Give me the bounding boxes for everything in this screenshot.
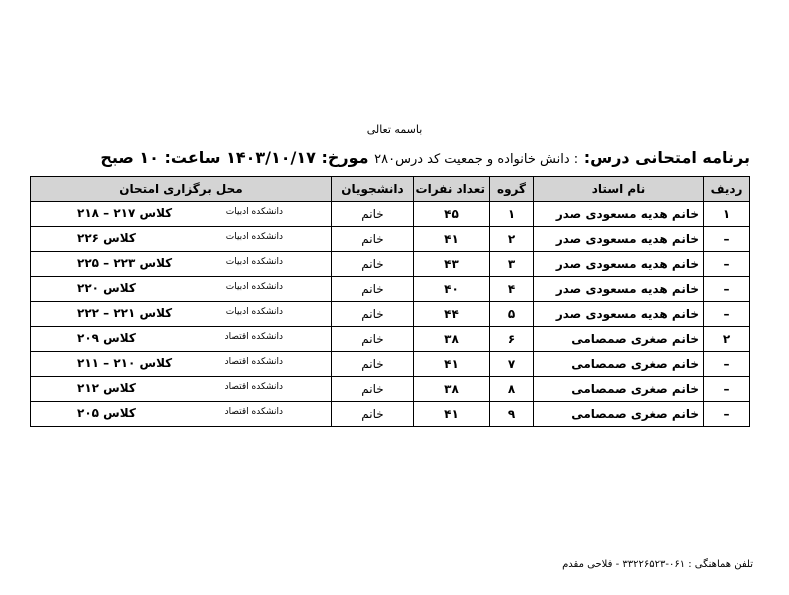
header-row-number: ردیف [704, 177, 750, 202]
cell-instructor: خانم صغری صمصامی [534, 352, 704, 377]
cell-group: ۵ [490, 302, 534, 327]
title-prefix: برنامه امتحانی درس: [578, 148, 750, 167]
cell-group: ۳ [490, 252, 534, 277]
cell-count: ۳۸ [414, 377, 490, 402]
header-count: تعداد نفرات [414, 177, 490, 202]
cell-group: ۸ [490, 377, 534, 402]
faculty-name: دانشکده ادبیات [225, 232, 283, 242]
exam-date-time: مورخ: ۱۴۰۳/۱۰/۱۷ ساعت: ۱۰ صبح [100, 148, 375, 167]
faculty-name: دانشکده اقتصاد [224, 382, 283, 392]
cell-count: ۳۸ [414, 327, 490, 352]
cell-row-number: – [704, 302, 750, 327]
cell-location [31, 377, 332, 402]
page-title [30, 148, 750, 167]
cell-group: ۱ [490, 202, 534, 227]
header-location: محل برگزاری امتحان [31, 177, 332, 202]
cell-group: ۹ [490, 402, 534, 427]
cell-count: ۴۰ [414, 277, 490, 302]
table-row [31, 277, 750, 302]
cell-instructor: خانم هدیه مسعودی صدر [534, 227, 704, 252]
cell-instructor: خانم هدیه مسعودی صدر [534, 277, 704, 302]
faculty-name: دانشکده اقتصاد [224, 407, 283, 417]
cell-location [31, 302, 332, 327]
class-room: کلاس ۲۰۵ [77, 406, 136, 420]
cell-row-number: – [704, 352, 750, 377]
cell-group: ۲ [490, 227, 534, 252]
cell-location [31, 227, 332, 252]
cell-location [31, 202, 332, 227]
cell-row-number: ۱ [704, 202, 750, 227]
cell-location [31, 402, 332, 427]
cell-count: ۴۴ [414, 302, 490, 327]
cell-row-number: ۲ [704, 327, 750, 352]
table-row [31, 352, 750, 377]
faculty-name: دانشکده ادبیات [225, 307, 283, 317]
cell-students: خانم [332, 377, 414, 402]
header-students: دانشجویان [332, 177, 414, 202]
cell-location [31, 327, 332, 352]
class-room: کلاس ۲۲۱ – ۲۲۲ [77, 306, 173, 320]
cell-count: ۴۱ [414, 402, 490, 427]
table-row [31, 202, 750, 227]
cell-students: خانم [332, 202, 414, 227]
cell-students: خانم [332, 252, 414, 277]
table-row [31, 302, 750, 327]
class-room: کلاس ۲۱۷ – ۲۱۸ [77, 206, 173, 220]
cell-instructor: خانم هدیه مسعودی صدر [534, 252, 704, 277]
cell-location [31, 277, 332, 302]
cell-count: ۴۵ [414, 202, 490, 227]
cell-instructor: خانم هدیه مسعودی صدر [534, 302, 704, 327]
header-group: گروه [490, 177, 534, 202]
header-instructor: نام استاد [534, 177, 704, 202]
class-room: کلاس ۲۲۰ [77, 281, 136, 295]
faculty-name: دانشکده ادبیات [225, 282, 283, 292]
course-name: : دانش خانواده و جمعیت کد درس۲۸۰ [374, 152, 579, 167]
table-row [31, 252, 750, 277]
cell-group: ۴ [490, 277, 534, 302]
cell-count: ۴۱ [414, 352, 490, 377]
contact-phone: تلفن هماهنگی : ۰۶۱-۳۳۲۲۶۵۲۳ - فلاحی مقدم [562, 559, 753, 570]
basmala-heading: باسمه تعالی [366, 123, 423, 136]
cell-students: خانم [332, 227, 414, 252]
cell-count: ۴۳ [414, 252, 490, 277]
cell-instructor: خانم صغری صمصامی [534, 402, 704, 427]
faculty-name: دانشکده اقتصاد [224, 357, 283, 367]
class-room: کلاس ۲۱۰ – ۲۱۱ [77, 356, 173, 370]
cell-row-number: – [704, 227, 750, 252]
class-room: کلاس ۲۱۲ [77, 381, 136, 395]
cell-students: خانم [332, 352, 414, 377]
cell-students: خانم [332, 327, 414, 352]
cell-group: ۶ [490, 327, 534, 352]
faculty-name: دانشکده ادبیات [225, 207, 283, 217]
cell-students: خانم [332, 402, 414, 427]
cell-row-number: – [704, 277, 750, 302]
cell-instructor: خانم صغری صمصامی [534, 377, 704, 402]
class-room: کلاس ۲۲۳ – ۲۲۵ [77, 256, 173, 270]
cell-instructor: خانم هدیه مسعودی صدر [534, 202, 704, 227]
table-row [31, 402, 750, 427]
class-room: کلاس ۲۲۶ [77, 231, 136, 245]
cell-row-number: – [704, 377, 750, 402]
exam-schedule-table [30, 176, 750, 427]
cell-location [31, 352, 332, 377]
class-room: کلاس ۲۰۹ [77, 331, 136, 345]
cell-students: خانم [332, 302, 414, 327]
cell-instructor: خانم صغری صمصامی [534, 327, 704, 352]
cell-count: ۴۱ [414, 227, 490, 252]
table-row [31, 227, 750, 252]
table-header-row [31, 177, 750, 202]
cell-row-number: – [704, 252, 750, 277]
faculty-name: دانشکده اقتصاد [224, 332, 283, 342]
cell-group: ۷ [490, 352, 534, 377]
faculty-name: دانشکده ادبیات [225, 257, 283, 267]
table-row [31, 377, 750, 402]
cell-row-number: – [704, 402, 750, 427]
cell-location [31, 252, 332, 277]
cell-students: خانم [332, 277, 414, 302]
table-row [31, 327, 750, 352]
